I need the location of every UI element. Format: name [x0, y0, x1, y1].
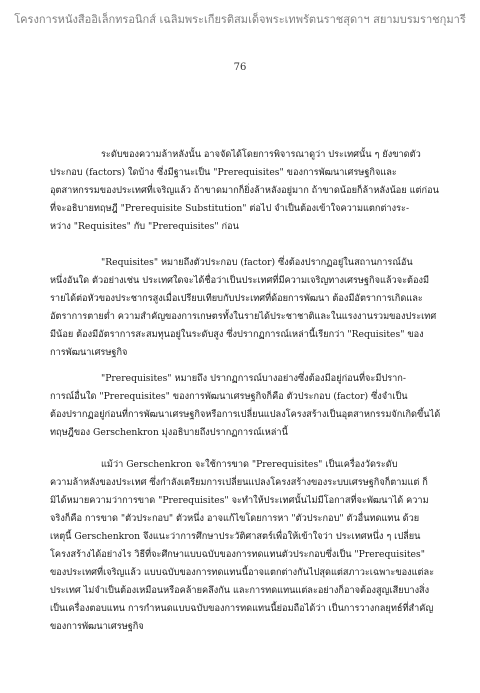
paragraph-line: ระดับของความล้าหลังนั้น อาจจัดได้โดยการพิจารณาดูว่า ประเทศนั้น ๆ ยังขาดตัว: [101, 149, 421, 160]
paragraph-line: ของประเทศที่เจริญแล้ว แบบฉบับของการทดแทนนี้อาจแตกต่างกันไปสุดแต่สภาวะเฉพาะของแต่ละ: [50, 567, 435, 578]
paragraph-line: "Requisites" หมายถึงตัวประกอบ (factor) ซึ่งต้องปรากฏอยู่ในสถานการณ์อัน: [101, 257, 413, 268]
paragraph-line: การณ์อื่นใด "Prerequisites" ของการพัฒนาเศรษฐกิจก็คือ ตัวประกอบ (factor) ซึ่งจำเป็น: [50, 391, 408, 402]
paragraph-line: ที่จะอธิบายทฤษฎี "Prerequisite Substitution" ต่อไป จำเป็นต้องเข้าใจความแตกต่างระ-: [50, 203, 410, 214]
paragraph-line: ทฤษฎีของ Gerschenkron มุ่งอธิบายถึงปรากฏการณ์เหล่านี้: [50, 427, 288, 438]
paragraph-line: ประเทศ ไม่จำเป็นต้องเหมือนหรือคล้ายคลึงกัน และการทดแทนแต่ละอย่างก็อาจต้องสูญเสียบางสิ่ง: [50, 585, 430, 596]
paragraph-line: หนึ่งอันใด ตัวอย่างเช่น ประเทศใดจะได้ชื่อว่าเป็นประเทศที่มีความเจริญทางเศรษฐกิจแล้วจะต้องมี: [50, 275, 430, 286]
paragraph-line: จริงก็คือ การขาด "ตัวประกอบ" ตัวหนึ่ง อาจแก้ไขโดยการหา "ตัวประกอบ" ตัวอื่นทดแทน ด้วย: [50, 513, 420, 524]
paragraph-line: เหตุนี้ Gerschenkron จึงแนะว่าการศึกษาประวัติศาสตร์เพื่อให้เข้าใจว่า ประเทศหนึ่ง ๆ เปลี่ยน: [50, 531, 421, 542]
paragraph-line: โครงสร้างได้อย่างไร วิธีที่จะศึกษาแบบฉบับของการทดแทนตัวประกอบซึ่งเป็น "Prerequisites": [50, 549, 425, 560]
paragraph-line: มิได้หมายความว่าการขาด "Prerequisites" จะทำให้ประเทศนั้นไม่มีโอกาสที่จะพัฒนาได้ ความ: [50, 495, 429, 506]
paragraph-line: หว่าง "Requisites" กับ "Prerequisites" ก่อน: [50, 221, 239, 232]
paragraph-line: ต้องปรากฏอยู่ก่อนที่การพัฒนาเศรษฐกิจหรือการเปลี่ยนแปลงโครงสร้างเป็นอุตสาหกรรมจักเกิดขึ้นได้: [50, 409, 441, 420]
paragraph-line: ประกอบ (factors) ใดบ้าง ซึ่งมีฐานะเป็น "Prerequisites" ของการพัฒนาเศรษฐกิจและ: [50, 167, 397, 178]
paragraph-line: การพัฒนาเศรษฐกิจ: [50, 347, 128, 358]
paragraph-line: อุตสาหกรรมของประเทศที่เจริญแล้ว ถ้าขาดมากก็ยิ่งล้าหลังอยู่มาก ถ้าขาดน้อยก็ล้าหลังน้อย แต่ก่อน: [50, 185, 439, 196]
paragraph-line: รายได้ต่อหัวของประชากรสูงเมื่อเปรียบเทียบกับประเทศที่ด้อยการพัฒนา ต้องมีอัตราการเกิดและ: [50, 293, 423, 304]
paragraph-line: อัตราการตายต่ำ ความสำคัญของการเกษตรทั้งในรายได้ประชาชาติและในแรงงานรวมของประเทศ: [50, 311, 437, 322]
paragraph-line: ความล้าหลังของประเทศ ซึ่งกำลังเตรียมการเปลี่ยนแปลงโครงสร้างของระบบเศรษฐกิจก็ตามแต่ ก็: [50, 477, 428, 488]
collection-header: โครงการหนังสืออิเล็กทรอนิกส์ เฉลิมพระเกียรติสมเด็จพระเทพรัตนราชสุดาฯ สยามบรมราชกุมารี: [14, 13, 466, 26]
paragraph-line: เป็นเครื่องตอบแทน การกำหนดแบบฉบับของการทดแทนนี้ย่อมถือได้ว่า เป็นการวางกลยุทธ์ที่สำคัญ: [50, 603, 434, 614]
paragraph-line: "Prerequisites" หมายถึง ปรากฏการณ์บางอย่างซึ่งต้องมีอยู่ก่อนที่จะมีปราก-: [101, 373, 406, 384]
paragraph-line: แม้ว่า Gerschenkron จะใช้การขาด "Prerequisites" เป็นเครื่องวัดระดับ: [101, 459, 398, 470]
page-number: 76: [233, 62, 247, 73]
paragraph-line: มีน้อย ต้องมีอัตราการสะสมทุนอยู่ในระดับสูง ซึ่งปรากฏการณ์เหล่านี้เรียกว่า "Requisites" ของ: [50, 329, 424, 340]
paragraph-line: ของการพัฒนาเศรษฐกิจ: [50, 621, 144, 632]
